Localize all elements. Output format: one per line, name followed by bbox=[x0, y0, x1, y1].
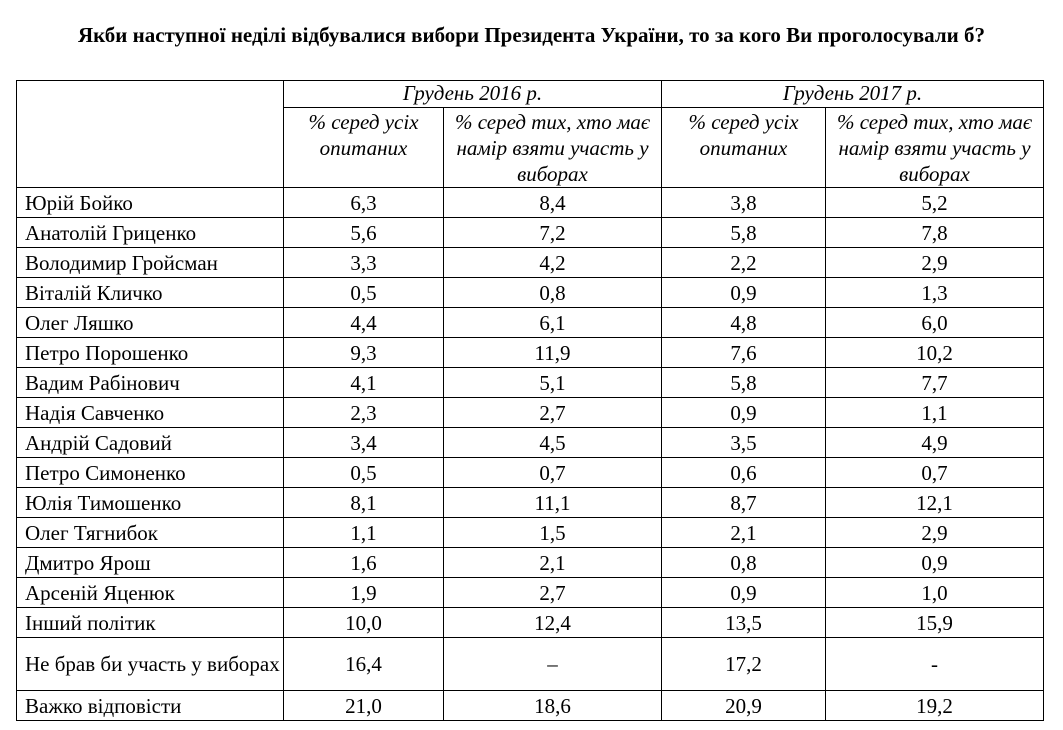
percent-value: – bbox=[444, 638, 662, 691]
column-group-header: Грудень 2016 р. bbox=[284, 81, 662, 108]
percent-value: 7,6 bbox=[662, 338, 826, 368]
percent-value: 5,8 bbox=[662, 368, 826, 398]
percent-value: 19,2 bbox=[826, 691, 1044, 721]
percent-value: 0,9 bbox=[662, 278, 826, 308]
candidate-name: Надія Савченко bbox=[17, 398, 284, 428]
column-group-header: Грудень 2017 р. bbox=[662, 81, 1044, 108]
table-body bbox=[17, 188, 1044, 721]
percent-value: 0,9 bbox=[826, 548, 1044, 578]
percent-value: 1,9 bbox=[284, 578, 444, 608]
percent-value: 12,1 bbox=[826, 488, 1044, 518]
column-subheader: % серед тих, хто має намір взяти участь у виборах bbox=[444, 108, 662, 188]
percent-value: - bbox=[826, 638, 1044, 691]
percent-value: 0,8 bbox=[662, 548, 826, 578]
percent-value: 7,8 bbox=[826, 218, 1044, 248]
percent-value: 6,3 bbox=[284, 188, 444, 218]
percent-value: 3,5 bbox=[662, 428, 826, 458]
candidate-name: Андрій Садовий bbox=[17, 428, 284, 458]
percent-value: 0,7 bbox=[444, 458, 662, 488]
percent-value: 13,5 bbox=[662, 608, 826, 638]
percent-value: 1,1 bbox=[284, 518, 444, 548]
candidate-name: Володимир Гройсман bbox=[17, 248, 284, 278]
percent-value: 5,6 bbox=[284, 218, 444, 248]
percent-value: 6,1 bbox=[444, 308, 662, 338]
percent-value: 0,9 bbox=[662, 398, 826, 428]
candidate-name: Важко відповісти bbox=[17, 691, 284, 721]
table-title: Якби наступної неділі відбувалися вибори Президента України, то за кого Ви проголосували б? bbox=[78, 23, 985, 47]
percent-value: 3,4 bbox=[284, 428, 444, 458]
candidate-name: Юлія Тимошенко bbox=[17, 488, 284, 518]
percent-value: 0,8 bbox=[444, 278, 662, 308]
candidate-name: Арсеній Яценюк bbox=[17, 578, 284, 608]
percent-value: 4,5 bbox=[444, 428, 662, 458]
percent-value: 4,4 bbox=[284, 308, 444, 338]
table-row bbox=[17, 278, 1044, 308]
percent-value: 7,7 bbox=[826, 368, 1044, 398]
column-subheader: % серед усіх опитаних bbox=[662, 108, 826, 188]
percent-value: 2,3 bbox=[284, 398, 444, 428]
candidate-name: Не брав би участь у виборах bbox=[17, 638, 284, 691]
percent-value: 3,8 bbox=[662, 188, 826, 218]
percent-value: 4,8 bbox=[662, 308, 826, 338]
table-row bbox=[17, 458, 1044, 488]
percent-value: 16,4 bbox=[284, 638, 444, 691]
candidate-name: Петро Симоненко bbox=[17, 458, 284, 488]
candidate-name: Вадим Рабінович bbox=[17, 368, 284, 398]
percent-value: 3,3 bbox=[284, 248, 444, 278]
candidate-name: Юрій Бойко bbox=[17, 188, 284, 218]
candidate-name: Дмитро Ярош bbox=[17, 548, 284, 578]
percent-value: 0,7 bbox=[826, 458, 1044, 488]
percent-value: 2,9 bbox=[826, 518, 1044, 548]
candidate-name: Анатолій Гриценко bbox=[17, 218, 284, 248]
table-row bbox=[17, 638, 1044, 691]
percent-value: 1,1 bbox=[826, 398, 1044, 428]
table-row bbox=[17, 338, 1044, 368]
candidate-name: Петро Порошенко bbox=[17, 338, 284, 368]
percent-value: 0,5 bbox=[284, 458, 444, 488]
percent-value: 5,8 bbox=[662, 218, 826, 248]
percent-value: 0,6 bbox=[662, 458, 826, 488]
percent-value: 10,2 bbox=[826, 338, 1044, 368]
candidate-name: Олег Ляшко bbox=[17, 308, 284, 338]
percent-value: 4,9 bbox=[826, 428, 1044, 458]
table-row bbox=[17, 578, 1044, 608]
percent-value: 1,0 bbox=[826, 578, 1044, 608]
percent-value: 20,9 bbox=[662, 691, 826, 721]
percent-value: 21,0 bbox=[284, 691, 444, 721]
table-row bbox=[17, 368, 1044, 398]
percent-value: 12,4 bbox=[444, 608, 662, 638]
percent-value: 2,2 bbox=[662, 248, 826, 278]
percent-value: 1,6 bbox=[284, 548, 444, 578]
percent-value: 2,1 bbox=[662, 518, 826, 548]
table-row bbox=[17, 218, 1044, 248]
candidate-name: Олег Тягнибок bbox=[17, 518, 284, 548]
table-row bbox=[17, 518, 1044, 548]
column-subheader: % серед усіх опитаних bbox=[284, 108, 444, 188]
percent-value: 2,7 bbox=[444, 578, 662, 608]
table-row bbox=[17, 248, 1044, 278]
percent-value: 7,2 bbox=[444, 218, 662, 248]
percent-value: 8,7 bbox=[662, 488, 826, 518]
percent-value: 2,7 bbox=[444, 398, 662, 428]
table-row bbox=[17, 548, 1044, 578]
table-row bbox=[17, 691, 1044, 721]
table-row bbox=[17, 188, 1044, 218]
empty-corner-cell bbox=[17, 81, 284, 188]
percent-value: 10,0 bbox=[284, 608, 444, 638]
percent-value: 18,6 bbox=[444, 691, 662, 721]
percent-value: 5,1 bbox=[444, 368, 662, 398]
percent-value: 1,5 bbox=[444, 518, 662, 548]
candidate-name: Віталій Кличко bbox=[17, 278, 284, 308]
column-subheader: % серед тих, хто має намір взяти участь у виборах bbox=[826, 108, 1044, 188]
survey-table bbox=[16, 80, 1044, 721]
table-row bbox=[17, 608, 1044, 638]
percent-value: 6,0 bbox=[826, 308, 1044, 338]
percent-value: 8,1 bbox=[284, 488, 444, 518]
table-row bbox=[17, 398, 1044, 428]
percent-value: 11,1 bbox=[444, 488, 662, 518]
percent-value: 0,9 bbox=[662, 578, 826, 608]
table-row bbox=[17, 428, 1044, 458]
table-row bbox=[17, 308, 1044, 338]
percent-value: 0,5 bbox=[284, 278, 444, 308]
percent-value: 4,1 bbox=[284, 368, 444, 398]
percent-value: 9,3 bbox=[284, 338, 444, 368]
percent-value: 2,9 bbox=[826, 248, 1044, 278]
percent-value: 1,3 bbox=[826, 278, 1044, 308]
percent-value: 15,9 bbox=[826, 608, 1044, 638]
percent-value: 8,4 bbox=[444, 188, 662, 218]
percent-value: 5,2 bbox=[826, 188, 1044, 218]
table-row bbox=[17, 488, 1044, 518]
percent-value: 2,1 bbox=[444, 548, 662, 578]
percent-value: 11,9 bbox=[444, 338, 662, 368]
candidate-name: Інший політик bbox=[17, 608, 284, 638]
percent-value: 17,2 bbox=[662, 638, 826, 691]
percent-value: 4,2 bbox=[444, 248, 662, 278]
